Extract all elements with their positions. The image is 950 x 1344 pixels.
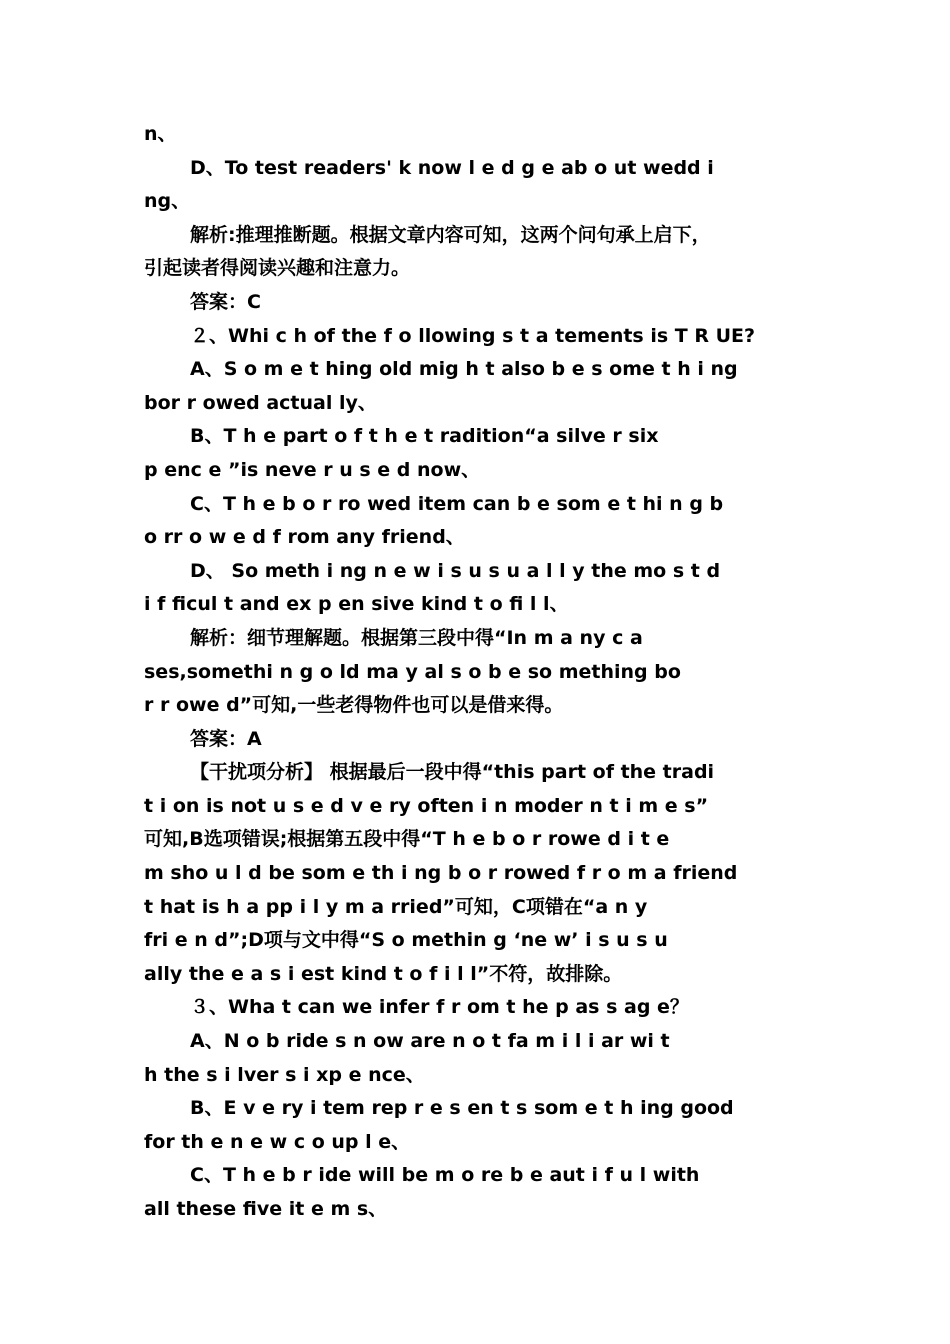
text-line: bor r owed actual ly、 [144, 391, 377, 414]
text-line: ３、Wha t can we infer f r om t he p as s ag e？ [190, 996, 689, 1019]
text-line: ng、 [144, 190, 191, 213]
text-line: A、N o b ride s n ow are n o t fa m i l i ar wi t [190, 1030, 670, 1053]
text-line: t hat is h a pp i l y m a rried”可知，C项错在“a n y [144, 895, 648, 918]
text-line: 【干扰项分析】 根据最后一段中得“this part of the tradi [190, 761, 715, 784]
text-line: A、S o m e t hing old mig h t also b e s ome t h i ng [190, 358, 738, 381]
text-line: i f ficul t and ex p en sive kind t o fi l l、 [144, 593, 569, 616]
text-line: 答案：C [190, 290, 261, 313]
text-line: C、T h e b r ide will be m o re b e aut i f u l with [190, 1164, 700, 1187]
text-line: ally the e a s i est kind t o f i l l”不符，故排除。 [144, 962, 623, 985]
text-line: D、To test readers' k now l e d g e ab o ut wedd i [190, 156, 714, 179]
text-line: ses,somethi n g o ld ma y al s o b e so mething bo [144, 660, 681, 683]
document-page [144, 118, 808, 1227]
text-line: 解析:推理推断题。根据文章内容可知，这两个问句承上启下， [190, 223, 711, 246]
text-line: r r owe d”可知,一些老得物件也可以是借来得。 [144, 694, 564, 717]
text-line: m sho u l d be som e th i ng b o r rowed f r o m a friend [144, 862, 738, 885]
text-line: B、T h e part o f t h e t radition“a silve r six [190, 425, 659, 448]
text-line: 答案：A [190, 727, 262, 750]
text-line: h the s i lver s i xp e nce、 [144, 1063, 425, 1086]
text-line: p enc e ”is neve r u s e d now、 [144, 458, 481, 481]
text-line: 解析：细节理解题。根据第三段中得“In m a ny c a [190, 626, 643, 649]
text-line: t i on is not u s e d v e ry often i n moder n t i m e s” [144, 794, 709, 817]
text-line: o rr o w e d f rom any friend、 [144, 526, 465, 549]
text-line: D、 So meth i ng n e w i s u s u a l l y the mo s t d [190, 559, 721, 582]
text-line: for th e n e w c o up l e、 [144, 1130, 411, 1153]
text-line: n、 [144, 123, 177, 145]
text-line: 可知,B选项错误;根据第五段中得“T h e b o r rowe d i t e [144, 828, 670, 851]
text-line: all these five it e m s、 [144, 1198, 388, 1220]
text-line: ２、Whi c h of the f o llowing s t a tements is T R UE? [190, 324, 756, 347]
text-line: C、T h e b o r ro wed item can b e som e t hi n g b [190, 492, 724, 515]
text-line: 引起读者得阅读兴趣和注意力。 [144, 257, 411, 280]
text-line: B、E v e ry i tem rep r e s en t s som e t h ing good [190, 1097, 734, 1120]
text-line: fri e n d”;D项与文中得“S o methin g ‘ne w’ i s u s u [144, 929, 668, 952]
